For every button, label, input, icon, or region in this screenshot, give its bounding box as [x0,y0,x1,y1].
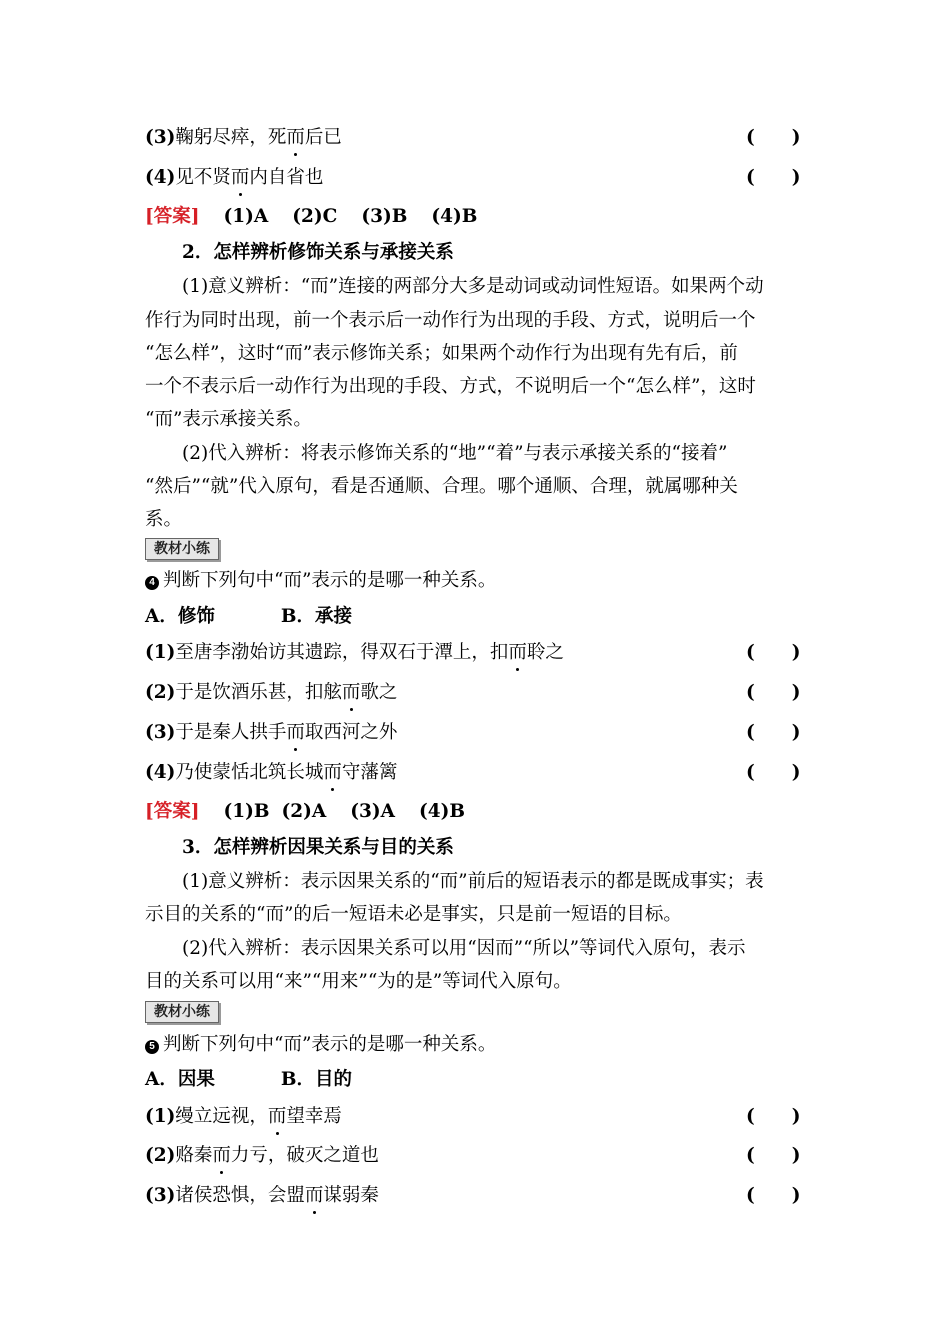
exercise-title-text: 判断下列句中“而”表示的是哪一种关系。 [163,1034,497,1055]
question-text: 谋弱秦 [323,1185,379,1206]
answer-item: (4)B [431,206,478,227]
question-number: (1) [145,1106,176,1127]
question-number: (2) [145,1145,176,1166]
answer-blank: ( ) [746,1185,801,1206]
question-number: (3) [145,1185,176,1206]
paragraph-line: (1)意义辨析：“而”连接的两部分大多是动词或动词性短语。如果两个动 [182,276,764,297]
answer-blank: ( ) [746,1106,801,1127]
paragraph-line: “然后”“就”代入原句，看是否通顺、合理。哪个通顺、合理，就属哪种关 [145,476,738,497]
question-line [145,760,805,786]
answer-item: (1)B [223,801,270,822]
exercise-tag: 教材小练 [145,1001,219,1023]
answer-blank: ( ) [746,127,801,148]
answer-label: [答案] [145,801,200,822]
answer-item: (3)B [361,206,408,227]
paragraph-line: (1)意义辨析：表示因果关系的“而”前后的短语表示的都是既成事实；表 [182,871,764,892]
question-number: (4) [145,167,176,188]
answer-blank: ( ) [746,682,801,703]
answer-line [145,799,805,825]
emphasized-char: 而 [268,1104,287,1130]
question-text: 聆之 [526,642,564,663]
emphasized-char: 而 [231,165,250,191]
option-a: A．修饰 [145,606,215,627]
question-number: (3) [145,127,176,148]
question-line [145,640,805,666]
paragraph-line: “而”表示承接关系。 [145,409,312,430]
option-a: A．因果 [145,1069,215,1090]
answer-blank: ( ) [746,642,801,663]
emphasized-char: 而 [342,680,361,706]
question-text: 望幸焉 [286,1106,342,1127]
exercise-title-text: 判断下列句中“而”表示的是哪一种关系。 [163,570,497,591]
question-text: 力亏，破灭之道也 [230,1145,379,1166]
question-line [145,1183,805,1209]
question-line [145,1104,805,1130]
question-number: (1) [145,642,176,663]
answer-item: (3)A [350,801,395,822]
question-text: 取西河之外 [304,722,398,743]
question-text: 诸侯恐惧，会盟 [175,1185,305,1206]
question-text: 守藩篱 [341,762,398,783]
question-line [145,1143,805,1169]
answer-blank: ( ) [746,167,801,188]
options-line [145,604,805,630]
question-text: 歌之 [360,682,398,703]
paragraph-line: 示目的关系的“而”的后一短语未必是事实，只是前一短语的目标。 [145,904,682,925]
emphasized-char: 而 [323,760,342,786]
section-heading: 2．怎样辨析修饰关系与承接关系 [182,242,454,263]
paragraph-line: (2)代入辨析：表示因果关系可以用“因而”“所以”等词代入原句，表示 [182,938,746,959]
paragraph-line: “怎么样”，这时“而”表示修饰关系；如果两个动作行为出现有先有后，前 [145,343,738,364]
question-text: 至唐李渤始访其遗踪，得双石于潭上，扣 [175,642,509,663]
question-text: 赂秦 [175,1145,213,1166]
emphasized-char: 而 [305,1183,324,1209]
answer-item: (2)A [281,801,327,822]
question-number: (3) [145,722,176,743]
question-number: (2) [145,682,176,703]
question-number: (4) [145,762,176,783]
answer-blank: ( ) [746,722,801,743]
question-line [145,680,805,706]
emphasized-char: 而 [286,720,305,746]
question-text: 后已 [304,127,342,148]
question-text: 见不贤 [175,167,231,188]
paragraph-line: 一个不表示后一动作行为出现的手段、方式，不说明后一个“怎么样”，这时 [145,376,756,397]
question-text: 于是饮酒乐甚，扣舷 [175,682,342,703]
answer-item: (1)A [223,206,269,227]
emphasized-char: 而 [286,125,305,151]
emphasized-char: 而 [212,1143,231,1169]
exercise-number-badge: 4 [145,576,159,590]
question-text: 缦立远视， [175,1106,268,1127]
question-line [145,165,805,191]
exercise-number-badge: 5 [145,1040,159,1054]
exercise-title [145,568,805,594]
paragraph-line: 系。 [145,509,183,530]
options-line [145,1067,805,1093]
answer-item: (2)C [292,206,338,227]
exercise-tag: 教材小练 [145,538,219,560]
question-text: 于是秦人拱手 [175,722,287,743]
question-line [145,125,805,151]
question-text: 鞠躬尽瘁，死 [175,127,287,148]
exercise-title [145,1032,805,1058]
question-text: 内自省也 [249,167,324,188]
answer-line [145,204,805,230]
option-b: B．目的 [280,1069,352,1090]
question-line [145,720,805,746]
paragraph-line: 作行为同时出现，前一个表示后一动作行为出现的手段、方式，说明后一个 [145,310,756,331]
answer-item: (4)B [419,801,466,822]
answer-blank: ( ) [746,1145,801,1166]
option-b: B．承接 [280,606,352,627]
section-heading: 3．怎样辨析因果关系与目的关系 [182,837,454,858]
answer-label: [答案] [145,206,200,227]
question-text: 乃使蒙恬北筑长城 [175,762,324,783]
paragraph-line: (2)代入辨析：将表示修饰关系的“地”“着”与表示承接关系的“接着” [182,443,728,464]
paragraph-line: 目的关系可以用“来”“用来”“为的是”等词代入原句。 [145,971,572,992]
answer-blank: ( ) [746,762,801,783]
emphasized-char: 而 [508,640,527,666]
